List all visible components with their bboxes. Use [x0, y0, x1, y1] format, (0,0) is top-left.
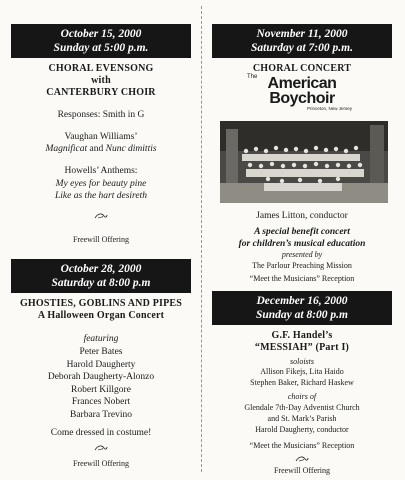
event-time: Sunday at 5:00 p.m. [53, 42, 149, 54]
event-date: October 28, 2000 [60, 263, 142, 275]
event-header-oct28 [11, 259, 191, 293]
vaughan-williams-pieces [11, 143, 191, 156]
freewill-offering-text: Freewill Offering [72, 235, 130, 244]
performer-name: Peter Bates [79, 347, 123, 357]
performer-name: Robert Killgore [71, 384, 131, 395]
event-header-dec16 [212, 291, 392, 325]
performer-name: Barbara Trevino [69, 409, 132, 420]
choir-name: Glendale 7th-Day Adventist Church [244, 403, 360, 412]
reception-text: “Meet the Musicians” Reception [249, 441, 355, 450]
choirs-label: choirs of [287, 392, 317, 401]
anthem-title: My eyes for beauty pine [55, 179, 147, 189]
mission-name: The Parlour Preaching Mission [252, 261, 352, 270]
magnificat-title: Magnificat [45, 144, 88, 154]
event-date: November 11, 2000 [256, 28, 348, 40]
logo-the: The [247, 74, 258, 80]
choir-conductor: Harold Daugherty, conductor [255, 425, 349, 434]
event-title: GHOSTIES, GOBLINS AND PIPES [19, 298, 183, 309]
presented-by-label: presented by [281, 250, 323, 259]
reception-text: “Meet the Musicians” Reception [249, 274, 355, 283]
event-time: Saturday at 8:00 p.m [51, 277, 151, 289]
benefit-text: A special benefit concert [254, 227, 350, 237]
vaughan-williams-text: Vaughan Williams’ [64, 132, 138, 142]
american-boychoir-logo [212, 76, 392, 112]
responses-text: Responses: Smith in G [57, 110, 145, 120]
choir-name: and St. Mark’s Parish [267, 414, 337, 423]
logo-boychoir: Boychoir [269, 90, 335, 107]
benefit-text: for children’s musical education [238, 239, 366, 249]
conductor-text: James Litton, conductor [256, 211, 348, 221]
left-column [11, 0, 191, 480]
flourish-ornament-icon [212, 455, 392, 463]
soloists-names: Allison Fikejs, Lita Haido [260, 367, 344, 376]
costume-note: Come dressed in costume! [50, 428, 152, 438]
choir-group-photo [220, 121, 388, 203]
event-title: G.F. Handel’s [271, 330, 333, 341]
soloists-label: soloists [289, 357, 314, 366]
event-date: December 16, 2000 [256, 295, 348, 307]
event-subtitle: “MESSIAH” (Part I) [254, 342, 350, 353]
logo-american: American [267, 75, 337, 92]
event-time: Sunday at 8:00 p.m [255, 309, 348, 321]
logo-place: Princeton, New Jersey [306, 106, 352, 111]
center-divider [201, 6, 202, 472]
flourish-ornament-icon [11, 212, 191, 220]
anthem-title: Like as the hart desireth [55, 191, 147, 201]
event-title-with: with [91, 75, 111, 86]
freewill-offering-text: Freewill Offering [72, 459, 130, 468]
event-title-choir: CANTERBURY CHOIR [46, 87, 156, 98]
performer-name: Deborah Daugherty-Alonzo [47, 372, 155, 382]
event-subtitle: A Halloween Organ Concert [37, 310, 165, 321]
right-column [212, 0, 392, 480]
event-header-nov11 [212, 24, 392, 58]
and-text: and [87, 144, 106, 154]
freewill-offering-text: Freewill Offering [273, 466, 331, 475]
event-header-oct15 [11, 24, 191, 58]
nunc-dimittis-title: Nunc dimittis [105, 144, 157, 154]
performer-name: Harold Daugherty [66, 359, 136, 370]
event-title: CHORAL EVENSONG [48, 63, 154, 74]
howells-anthems-label: Howells’ Anthems: [64, 166, 138, 176]
event-date: October 15, 2000 [60, 28, 142, 40]
flourish-ornament-icon [11, 444, 191, 452]
soloists-names: Stephen Baker, Richard Haskew [250, 378, 354, 387]
performer-name: Frances Nobert [71, 397, 131, 407]
event-title: CHORAL CONCERT [252, 63, 352, 74]
featuring-label: featuring [83, 334, 119, 344]
event-time: Saturday at 7:00 p.m. [251, 42, 353, 54]
